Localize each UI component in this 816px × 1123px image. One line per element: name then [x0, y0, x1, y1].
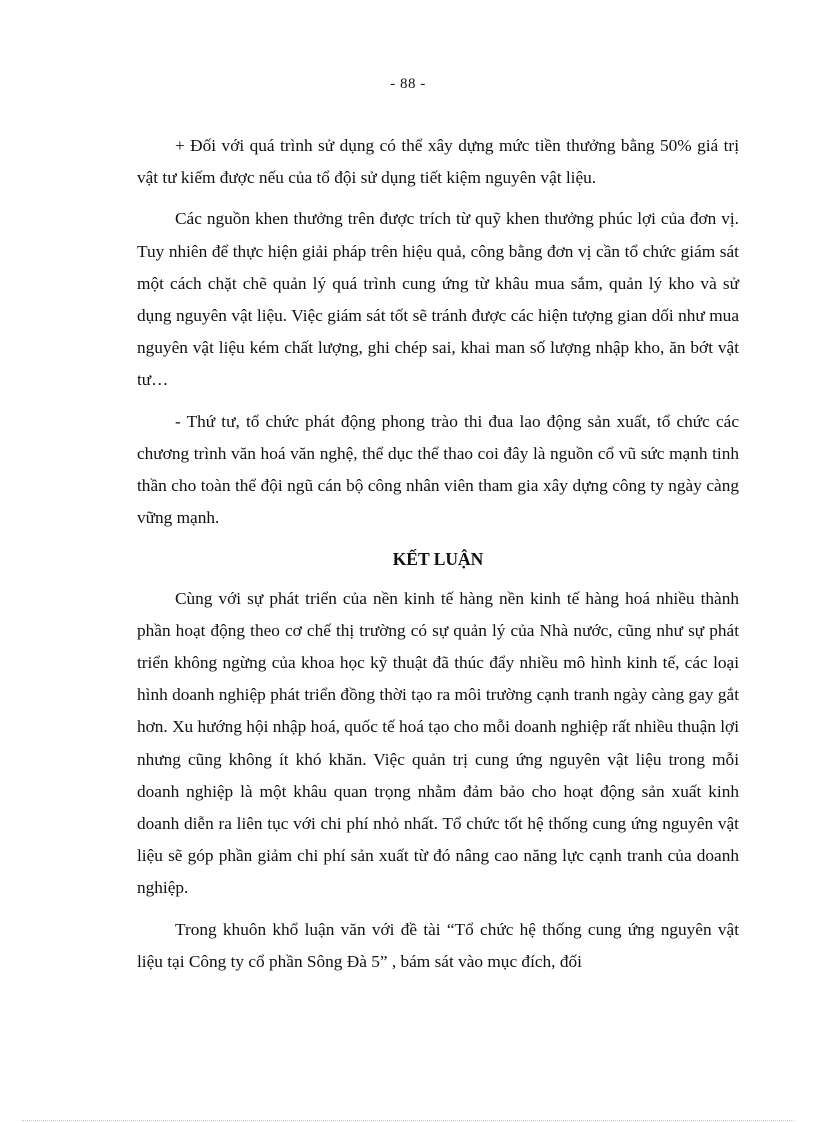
paragraph-emulation-movement: - Thứ tư, tổ chức phát động phong trào thi đua lao động sản xuất, tổ chức các chương trình văn hoá văn nghệ, thể dục thể thao coi đây là nguồn cổ vũ sức mạnh tinh thần cho toàn thể đội ngũ cán bộ công nhân viên tham gia xây dựng công ty ngày càng vững mạnh. [137, 411, 739, 528]
page-body [137, 130, 739, 987]
page-bottom-divider [22, 1120, 794, 1121]
paragraph-conclusion-development: Cùng với sự phát triển của nền kinh tế hàng nền kinh tế hàng hoá nhiều thành phần hoạt động theo cơ chế thị trường có sự quản lý của Nhà nước, cũng như sự phát triển không ngừng của khoa học kỹ thuật đã thúc đẩy nhiều mô hình kinh tế, các loại hình doanh nghiệp phát triển đồng thời tạo ra môi trường cạnh tranh ngày càng gay gắt hơn. Xu hướng hội nhập hoá, quốc tế hoá tạo cho mỗi doanh nghiệp rất nhiều thuận lợi nhưng cũng không ít khó khăn. Việc quản trị cung ứng nguyên vật liệu trong mỗi doanh nghiệp là một khâu quan trọng nhằm đảm bảo cho hoạt động sản xuất kinh doanh diễn ra liên tục với chi phí nhỏ nhất. Tổ chức tốt hệ thống cung ứng nguyên vật liệu sẽ góp phần giảm chi phí sản xuất từ đó nâng cao năng lực cạnh tranh của doanh nghiệp. [137, 588, 739, 898]
section-heading-conclusion: KẾT LUẬN [392, 549, 484, 570]
paragraph-reward-sources: Các nguồn khen thưởng trên được trích từ quỹ khen thưởng phúc lợi của đơn vị. Tuy nhiên để thực hiện giải pháp trên hiệu quả, công bằng đơn vị cần tổ chức giám sát một cách chặt chẽ quản lý quá trình cung ứng từ khâu mua sắm, quản lý kho và sử dụng nguyên vật liệu. Việc giám sát tốt sẽ tránh được các hiện tượng gian dối như mua nguyên vật liệu kém chất lượng, ghi chép sai, khai man số lượng nhập kho, ăn bớt vật tư… [137, 209, 739, 390]
paragraph-usage-bonus: + Đối với quá trình sử dụng có thể xây dựng mức tiền thưởng bằng 50% giá trị vật tư kiếm được nếu của tổ đội sử dụng tiết kiệm nguyên vật liệu. [137, 136, 739, 188]
paragraph-conclusion-thesis: Trong khuôn khổ luận văn với đề tài “Tổ chức hệ thống cung ứng nguyên vật liệu tại Công ty cổ phần Sông Đà 5” , bám sát vào mục đích, đối [137, 919, 739, 971]
page-number: - 88 - [390, 76, 426, 92]
